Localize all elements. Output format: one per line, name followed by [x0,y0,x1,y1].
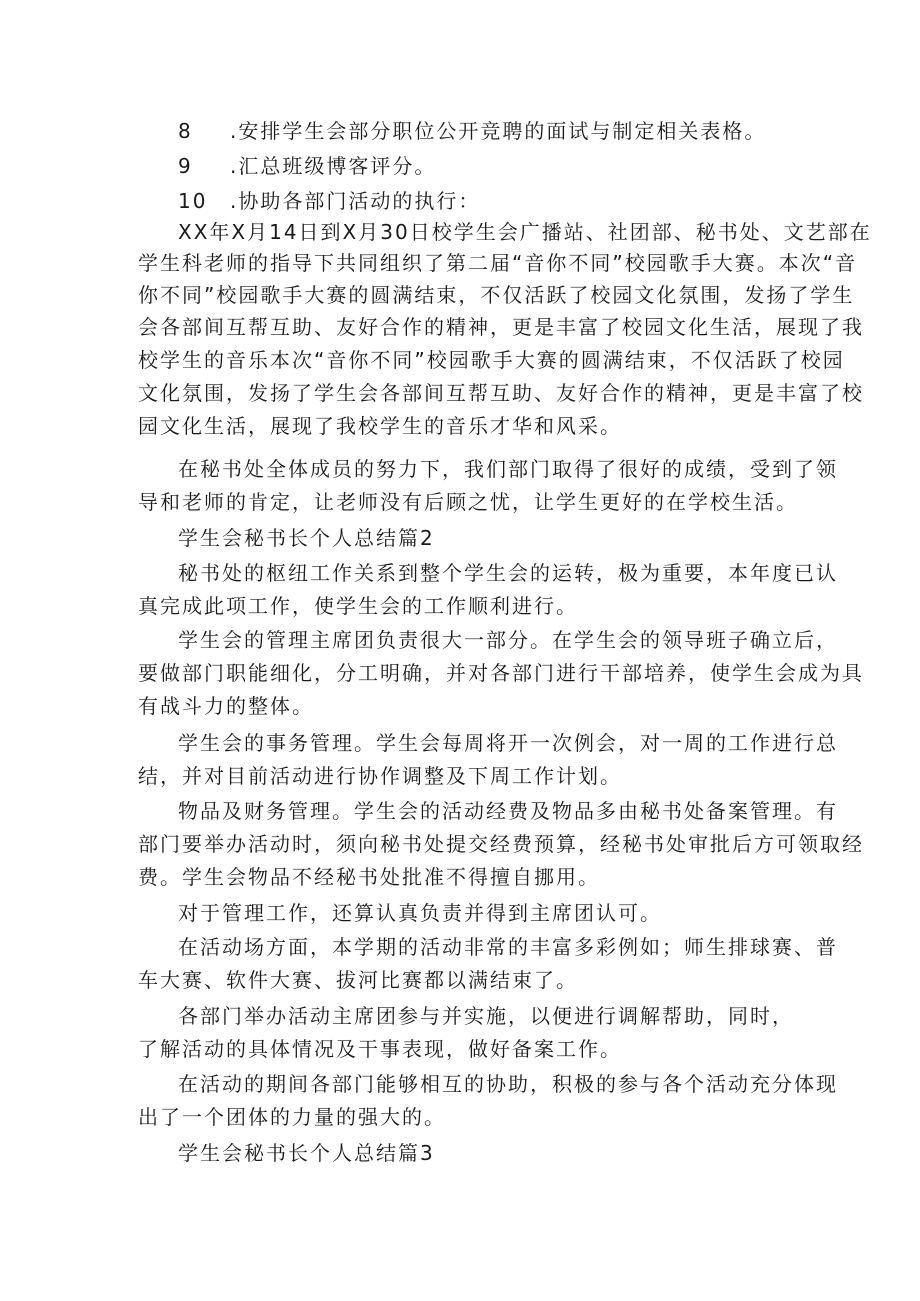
paragraph-line: 你不同”校园歌手大赛的圆满结束，不仅活跃了校园文化氛围，发扬了学生 [138,283,855,307]
paragraph-line: 文化氛围，发扬了学生会各部间互帮互助、友好合作的精神，更是丰富了校 [138,381,864,405]
section-heading: 学生会秘书长个人总结篇3 [178,1141,435,1165]
paragraph-line: XX年X月14日到X月30日校学生会广播站、社团部、秘书处、文艺部在 [178,220,872,244]
paragraph-line: 物品及财务管理。学生会的活动经费及物品多由秘书处备案管理。有 [178,799,838,823]
paragraph-line: 校学生的音乐本次“音你不同”校园歌手大赛的圆满结束，不仅活跃了校园 [138,348,845,372]
paragraph-line: 了解活动的具体情况及干事表现，做好备案工作。 [138,1037,622,1061]
paragraph-line: 车大赛、软件大赛、拔河比赛都以满结束了。 [138,968,578,992]
list-item-number: 8 [178,119,193,143]
list-item-number: 10 [178,189,208,213]
list-item-number: 9 [178,154,193,178]
paragraph-line: 学生会的管理主席团负责很大一部分。在学生会的领导班子确立后， [178,628,838,652]
list-item-text: .汇总班级博客评分。 [230,154,437,178]
paragraph-line: 学生会的事务管理。学生会每周将开一次例会，对一周的工作进行总 [178,731,838,755]
paragraph-line: 各部门举办活动主席团参与并实施，以便进行调解帮助，同时， [178,1004,794,1028]
paragraph-line: 出了一个团体的力量的强大的。 [138,1105,446,1129]
paragraph-line: 在活动场方面，本学期的活动非常的丰富多彩例如；师生排球赛、普 [178,935,838,959]
paragraph-line: 有战斗力的整体。 [138,694,314,718]
paragraph-line: 费。学生会物品不经秘书处批准不得擅自挪用。 [138,865,600,889]
section-heading: 学生会秘书长个人总结篇2 [178,526,435,550]
paragraph-line: 导和老师的肯定，让老师没有后顾之忧，让学生更好的在学校生活。 [138,490,798,514]
paragraph-line: 真完成此项工作，使学生会的工作顺利进行。 [138,594,578,618]
paragraph-line: 秘书处的枢纽工作关系到整个学生会的运转，极为重要，本年度已认 [178,561,838,585]
paragraph-line: 在秘书处全体成员的努力下，我们部门取得了很好的成绩，受到了领 [178,457,838,481]
paragraph-line: 部门要举办活动时，须向秘书处提交经费预算，经秘书处审批后方可领取经 [138,832,864,856]
list-item-text: .安排学生会部分职位公开竞聘的面试与制定相关表格。 [230,119,767,143]
paragraph-line: 会各部间互帮互助、友好合作的精神，更是丰富了校园文化生活，展现了我 [138,315,864,339]
paragraph-line: 要做部门职能细化，分工明确，并对各部门进行干部培养，使学生会成为具 [138,661,864,685]
paragraph-line: 对于管理工作，还算认真负责并得到主席团认可。 [178,901,662,925]
paragraph-line: 结，并对目前活动进行协作调整及下周工作计划。 [138,764,622,788]
paragraph-line: 学生科老师的指导下共同组织了第二届“音你不同”校园歌手大赛。本次“音 [138,251,858,275]
list-item-text: .协助各部门活动的执行： [230,189,481,213]
paragraph-line: 在活动的期间各部门能够相互的协助，积极的参与各个活动充分体现 [178,1072,838,1096]
paragraph-line: 园文化生活，展现了我校学生的音乐才华和风采。 [138,414,622,438]
